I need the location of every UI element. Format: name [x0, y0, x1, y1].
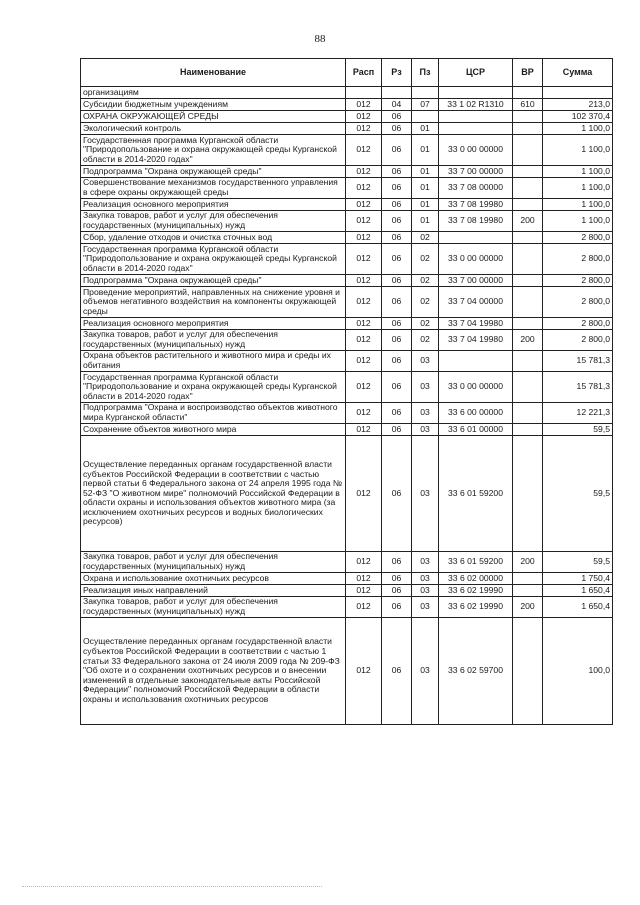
table-row — [81, 87, 613, 99]
cell-vr — [513, 135, 543, 166]
header-rz: Рз — [382, 59, 412, 87]
cell-sum: 1 100,0 — [543, 211, 613, 232]
cell-pz: 02 — [412, 287, 439, 318]
cell-name: Закупка товаров, работ и услуг для обеспечения государственных (муниципальных) нужд — [81, 552, 346, 573]
cell-pz: 03 — [412, 424, 439, 436]
cell-rz: 06 — [382, 232, 412, 244]
cell-rasp: 012 — [346, 597, 382, 618]
cell-name: Государственная программа Курганской области "Природопользование и охрана окружающей среды Курганской области в 2014-2020 годах" — [81, 135, 346, 166]
cell-rz: 06 — [382, 318, 412, 330]
cell-pz: 02 — [412, 275, 439, 287]
cell-rasp: 012 — [346, 275, 382, 287]
cell-vr — [513, 178, 543, 199]
cell-csr: 33 1 02 R1310 — [439, 99, 513, 111]
cell-rz: 06 — [382, 166, 412, 178]
cell-csr: 33 0 00 00000 — [439, 244, 513, 275]
cell-vr — [513, 372, 543, 403]
cell-name: Проведение мероприятий, направленных на снижение уровня и объемов негативного воздействия на компоненты окружающей среды — [81, 287, 346, 318]
table-row — [81, 330, 613, 351]
cell-name: Осуществление переданных органам государственной власти субъектов Российской Федерации в соответствии с частью первой статьи 6 Федерального закона от 24 апреля 1995 года № 52-ФЗ "О животном мире" полномочий Российской Федерации в области охраны и использования объектов животного мира (за исключением охотничьих ресурсов и водных биологических ресурсов) — [81, 436, 346, 552]
cell-name: Сохранение объектов животного мира — [81, 424, 346, 436]
cell-rz: 06 — [382, 178, 412, 199]
cell-csr: 33 7 00 00000 — [439, 166, 513, 178]
cell-name: Государственная программа Курганской области "Природопользование и охрана окружающей среды Курганской области в 2014-2020 годах" — [81, 372, 346, 403]
cell-name: Закупка товаров, работ и услуг для обеспечения государственных (муниципальных) нужд — [81, 330, 346, 351]
header-name: Наименование — [81, 59, 346, 87]
header-pz: Пз — [412, 59, 439, 87]
cell-rz: 06 — [382, 351, 412, 372]
cell-pz: 02 — [412, 244, 439, 275]
cell-vr — [513, 424, 543, 436]
cell-name: Закупка товаров, работ и услуг для обеспечения государственных (муниципальных) нужд — [81, 211, 346, 232]
cell-sum: 2 800,0 — [543, 287, 613, 318]
cell-rasp: 012 — [346, 318, 382, 330]
cell-rz: 06 — [382, 372, 412, 403]
cell-sum: 1 100,0 — [543, 166, 613, 178]
cell-vr — [513, 123, 543, 135]
cell-csr — [439, 87, 513, 99]
cell-name: Охрана и использование охотничьих ресурсов — [81, 573, 346, 585]
cell-sum: 59,5 — [543, 552, 613, 573]
cell-name: Экологический контроль — [81, 123, 346, 135]
cell-sum: 2 800,0 — [543, 275, 613, 287]
cell-rz — [382, 87, 412, 99]
cell-name: Совершенствование механизмов государственного управления в сфере охраны окружающей среды — [81, 178, 346, 199]
cell-rz: 06 — [382, 424, 412, 436]
cell-rasp: 012 — [346, 199, 382, 211]
cell-sum: 2 800,0 — [543, 318, 613, 330]
table-row — [81, 372, 613, 403]
table-row — [81, 403, 613, 424]
cell-pz: 02 — [412, 318, 439, 330]
cell-csr — [439, 232, 513, 244]
cell-rasp: 012 — [346, 552, 382, 573]
table-row — [81, 178, 613, 199]
cell-rasp: 012 — [346, 178, 382, 199]
cell-vr — [513, 351, 543, 372]
cell-rz: 06 — [382, 244, 412, 275]
cell-pz: 03 — [412, 436, 439, 552]
cell-vr — [513, 403, 543, 424]
cell-name: Подпрограмма "Охрана окружающей среды" — [81, 166, 346, 178]
cell-sum: 1 100,0 — [543, 199, 613, 211]
cell-vr: 200 — [513, 597, 543, 618]
cell-rasp: 012 — [346, 287, 382, 318]
cell-csr: 33 7 04 00000 — [439, 287, 513, 318]
cell-name: организациям — [81, 87, 346, 99]
cell-rasp: 012 — [346, 99, 382, 111]
cell-rz: 06 — [382, 211, 412, 232]
cell-name: Реализация иных направлений — [81, 585, 346, 597]
cell-sum: 15 781,3 — [543, 351, 613, 372]
header-vr: ВР — [513, 59, 543, 87]
cell-rasp: 012 — [346, 111, 382, 123]
cell-vr — [513, 573, 543, 585]
cell-vr: 200 — [513, 330, 543, 351]
cell-rz: 06 — [382, 403, 412, 424]
cell-name: Реализация основного мероприятия — [81, 318, 346, 330]
budget-table — [80, 58, 613, 725]
table-row — [81, 424, 613, 436]
cell-name: Закупка товаров, работ и услуг для обеспечения государственных (муниципальных) нужд — [81, 597, 346, 618]
table-row — [81, 111, 613, 123]
cell-rz: 06 — [382, 111, 412, 123]
table-row — [81, 351, 613, 372]
cell-sum: 12 221,3 — [543, 403, 613, 424]
table-row — [81, 232, 613, 244]
table-row — [81, 597, 613, 618]
cell-csr: 33 6 00 00000 — [439, 403, 513, 424]
cell-vr: 200 — [513, 211, 543, 232]
cell-pz: 03 — [412, 372, 439, 403]
table-row — [81, 318, 613, 330]
table-row — [81, 244, 613, 275]
cell-rasp: 012 — [346, 244, 382, 275]
table-row — [81, 123, 613, 135]
cell-rz: 06 — [382, 287, 412, 318]
table-row — [81, 552, 613, 573]
cell-csr: 33 7 08 19980 — [439, 211, 513, 232]
cell-vr — [513, 87, 543, 99]
cell-rasp: 012 — [346, 573, 382, 585]
cell-name: Подпрограмма "Охрана и воспроизводство объектов животного мира Курганской области" — [81, 403, 346, 424]
table-header-row — [81, 59, 613, 87]
cell-rasp: 012 — [346, 372, 382, 403]
cell-vr: 200 — [513, 552, 543, 573]
cell-sum: 15 781,3 — [543, 372, 613, 403]
cell-name: Осуществление переданных органам государственной власти субъектов Российской Федерации в соответствии с частью 1 статьи 33 Федерального закона от 24 июля 2009 года № 209-ФЗ "Об охоте и о сохранении охотничьих ресурсов и о внесении изменений в отдельные законодательные акты Российской Федерации" полномочий Российской Федерации в области охраны и использования охотничьих ресурсов — [81, 618, 346, 725]
cell-sum: 1 750,4 — [543, 573, 613, 585]
table-row — [81, 618, 613, 725]
cell-sum: 100,0 — [543, 618, 613, 725]
cell-sum: 2 800,0 — [543, 330, 613, 351]
table-row — [81, 211, 613, 232]
cell-rz: 06 — [382, 618, 412, 725]
cell-csr: 33 7 04 19980 — [439, 318, 513, 330]
table-row — [81, 166, 613, 178]
cell-pz: 03 — [412, 351, 439, 372]
cell-pz: 03 — [412, 552, 439, 573]
cell-rasp: 012 — [346, 166, 382, 178]
header-csr: ЦСР — [439, 59, 513, 87]
table-row — [81, 436, 613, 552]
cell-rasp: 012 — [346, 351, 382, 372]
cell-rz: 06 — [382, 552, 412, 573]
cell-csr: 33 6 02 59700 — [439, 618, 513, 725]
cell-name: Государственная программа Курганской области "Природопользование и охрана окружающей среды Курганской области в 2014-2020 годах" — [81, 244, 346, 275]
cell-sum: 1 650,4 — [543, 597, 613, 618]
cell-rasp: 012 — [346, 211, 382, 232]
cell-pz: 03 — [412, 618, 439, 725]
cell-rasp: 012 — [346, 123, 382, 135]
cell-vr — [513, 436, 543, 552]
cell-csr: 33 6 02 00000 — [439, 573, 513, 585]
cell-pz: 01 — [412, 123, 439, 135]
cell-pz — [412, 111, 439, 123]
cell-sum: 59,5 — [543, 436, 613, 552]
cell-pz: 01 — [412, 199, 439, 211]
cell-vr — [513, 585, 543, 597]
cell-pz: 03 — [412, 573, 439, 585]
cell-csr: 33 6 01 00000 — [439, 424, 513, 436]
cell-sum: 102 370,4 — [543, 111, 613, 123]
cell-rz: 04 — [382, 99, 412, 111]
cell-csr: 33 6 01 59200 — [439, 436, 513, 552]
cell-sum: 1 100,0 — [543, 135, 613, 166]
cell-sum — [543, 87, 613, 99]
cell-rasp — [346, 87, 382, 99]
cell-vr — [513, 287, 543, 318]
cell-csr — [439, 123, 513, 135]
cell-name: Реализация основного мероприятия — [81, 199, 346, 211]
cell-rz: 06 — [382, 585, 412, 597]
cell-csr: 33 6 01 59200 — [439, 552, 513, 573]
cell-vr — [513, 166, 543, 178]
cell-rasp: 012 — [346, 403, 382, 424]
page-number: 88 — [314, 33, 326, 45]
cell-sum: 2 800,0 — [543, 232, 613, 244]
cell-pz: 01 — [412, 135, 439, 166]
cell-csr — [439, 351, 513, 372]
cell-pz: 01 — [412, 211, 439, 232]
table-row — [81, 287, 613, 318]
cell-rasp: 012 — [346, 232, 382, 244]
cell-vr — [513, 232, 543, 244]
cell-csr: 33 7 08 00000 — [439, 178, 513, 199]
scan-artifact-line — [22, 886, 322, 887]
cell-name: Сбор, удаление отходов и очистка сточных вод — [81, 232, 346, 244]
cell-rasp: 012 — [346, 618, 382, 725]
cell-rz: 06 — [382, 135, 412, 166]
cell-csr: 33 6 02 19990 — [439, 597, 513, 618]
cell-vr — [513, 199, 543, 211]
cell-csr: 33 7 00 00000 — [439, 275, 513, 287]
cell-sum: 1 650,4 — [543, 585, 613, 597]
cell-pz: 02 — [412, 232, 439, 244]
table-row — [81, 573, 613, 585]
cell-csr: 33 7 08 19980 — [439, 199, 513, 211]
cell-rz: 06 — [382, 597, 412, 618]
table-row — [81, 135, 613, 166]
cell-rasp: 012 — [346, 436, 382, 552]
table-row — [81, 585, 613, 597]
cell-pz — [412, 87, 439, 99]
cell-pz: 03 — [412, 585, 439, 597]
cell-vr: 610 — [513, 99, 543, 111]
cell-vr — [513, 318, 543, 330]
cell-name: Подпрограмма "Охрана окружающей среды" — [81, 275, 346, 287]
cell-rz: 06 — [382, 123, 412, 135]
cell-csr: 33 7 04 19980 — [439, 330, 513, 351]
cell-rasp: 012 — [346, 585, 382, 597]
cell-csr: 33 0 00 00000 — [439, 135, 513, 166]
cell-vr — [513, 111, 543, 123]
cell-sum: 1 100,0 — [543, 178, 613, 199]
cell-csr — [439, 111, 513, 123]
cell-vr — [513, 618, 543, 725]
cell-pz: 01 — [412, 178, 439, 199]
cell-sum: 59,5 — [543, 424, 613, 436]
header-rasp: Расп — [346, 59, 382, 87]
cell-sum: 1 100,0 — [543, 123, 613, 135]
cell-pz: 07 — [412, 99, 439, 111]
cell-pz: 02 — [412, 330, 439, 351]
cell-rz: 06 — [382, 573, 412, 585]
cell-sum: 2 800,0 — [543, 244, 613, 275]
cell-name: Субсидии бюджетным учреждениям — [81, 99, 346, 111]
table-row — [81, 99, 613, 111]
cell-pz: 03 — [412, 403, 439, 424]
header-sum: Сумма — [543, 59, 613, 87]
cell-pz: 03 — [412, 597, 439, 618]
cell-csr: 33 0 00 00000 — [439, 372, 513, 403]
cell-vr — [513, 275, 543, 287]
cell-name: Охрана объектов растительного и животного мира и среды их обитания — [81, 351, 346, 372]
cell-sum: 213,0 — [543, 99, 613, 111]
table-row — [81, 275, 613, 287]
cell-csr: 33 6 02 19990 — [439, 585, 513, 597]
cell-rz: 06 — [382, 330, 412, 351]
cell-rz: 06 — [382, 436, 412, 552]
cell-rasp: 012 — [346, 424, 382, 436]
table-row — [81, 199, 613, 211]
cell-rasp: 012 — [346, 330, 382, 351]
cell-vr — [513, 244, 543, 275]
cell-rasp: 012 — [346, 135, 382, 166]
cell-pz: 01 — [412, 166, 439, 178]
cell-rz: 06 — [382, 275, 412, 287]
cell-name: ОХРАНА ОКРУЖАЮЩЕЙ СРЕДЫ — [81, 111, 346, 123]
cell-rz: 06 — [382, 199, 412, 211]
